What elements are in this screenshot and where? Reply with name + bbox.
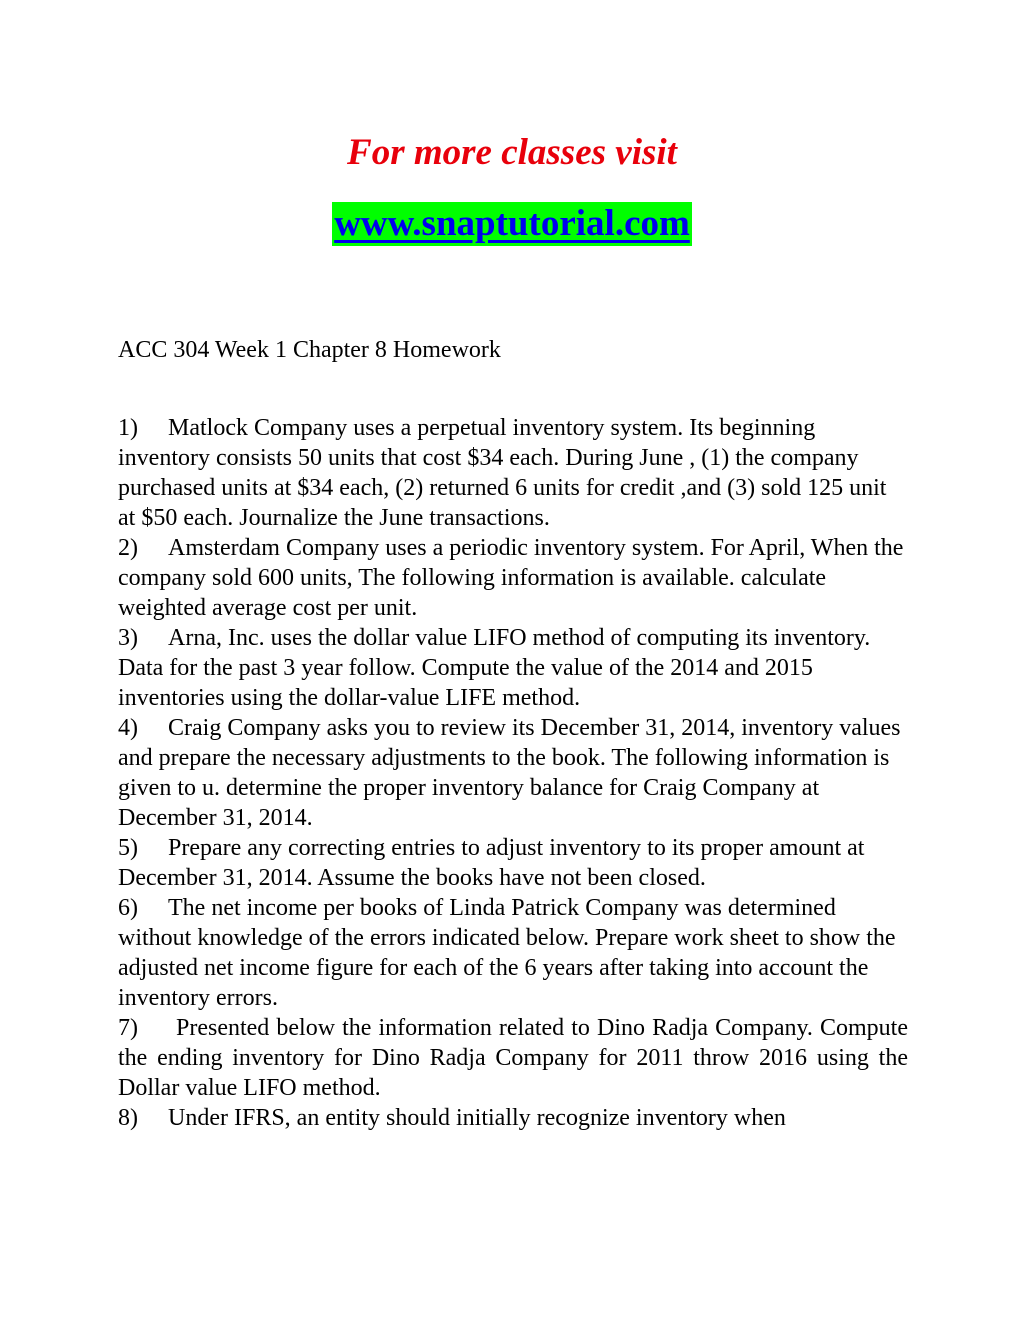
snaptutorial-link[interactable]: www.snaptutorial.com	[334, 203, 690, 244]
question-item	[118, 1103, 908, 1133]
question-item	[118, 833, 908, 893]
question-number: 2)	[118, 535, 138, 561]
question-item	[118, 413, 908, 533]
question-item	[118, 1013, 908, 1103]
question-number: 3)	[118, 625, 138, 651]
question-text: Arna, Inc. uses the dollar value LIFO method of computing its inventory. Data for the past 3 year follow. Compute the value of the 2014 and 2015 inventories using the dollar-value LIFE method.	[118, 625, 871, 711]
question-item	[118, 623, 908, 713]
question-number: 1)	[118, 415, 138, 441]
question-number: 5)	[118, 835, 138, 861]
question-number: 8)	[118, 1105, 138, 1131]
question-text: Prepare any correcting entries to adjust inventory to its proper amount at December 31, 2014. Assume the books have not been closed.	[118, 835, 865, 891]
question-text: Under IFRS, an entity should initially recognize inventory when	[168, 1105, 786, 1131]
question-item	[118, 533, 908, 623]
homework-title: ACC 304 Week 1 Chapter 8 Homework	[118, 337, 501, 363]
question-number: 4)	[118, 715, 138, 741]
question-text: Presented below the information related to Dino Radja Company. Compute the ending inventory for Dino Radja Company for 2011 throw 2016 using the Dollar value LIFO method.	[118, 1015, 908, 1101]
question-text: Matlock Company uses a perpetual inventory system. Its beginning inventory consists 50 units that cost $34 each. During June , (1) the company purchased units at $34 each, (2) returned 6 units for credit ,and (3) sold 125 unit at $50 each. Journalize the June transactions.	[118, 415, 887, 531]
question-number: 6)	[118, 895, 138, 921]
question-item	[118, 893, 908, 1013]
promo-link-wrapper	[0, 202, 1024, 246]
question-text: The net income per books of Linda Patrick Company was determined without knowledge of the errors indicated below. Prepare work sheet to show the adjusted net income figure for each of the 6 years after taking into account the inventory errors.	[118, 895, 896, 1011]
question-item	[118, 713, 908, 833]
question-text: Amsterdam Company uses a periodic inventory system. For April, When the company sold 600 units, The following information is available. calculate weighted average cost per unit.	[118, 535, 904, 621]
promo-heading: For more classes visit	[347, 132, 677, 173]
question-number: 7)	[118, 1015, 138, 1041]
question-list	[118, 413, 908, 1133]
question-text: Craig Company asks you to review its December 31, 2014, inventory values and prepare the necessary adjustments to the book. The following information is given to u. determine the proper inventory balance for Craig Company at December 31, 2014.	[118, 715, 901, 831]
